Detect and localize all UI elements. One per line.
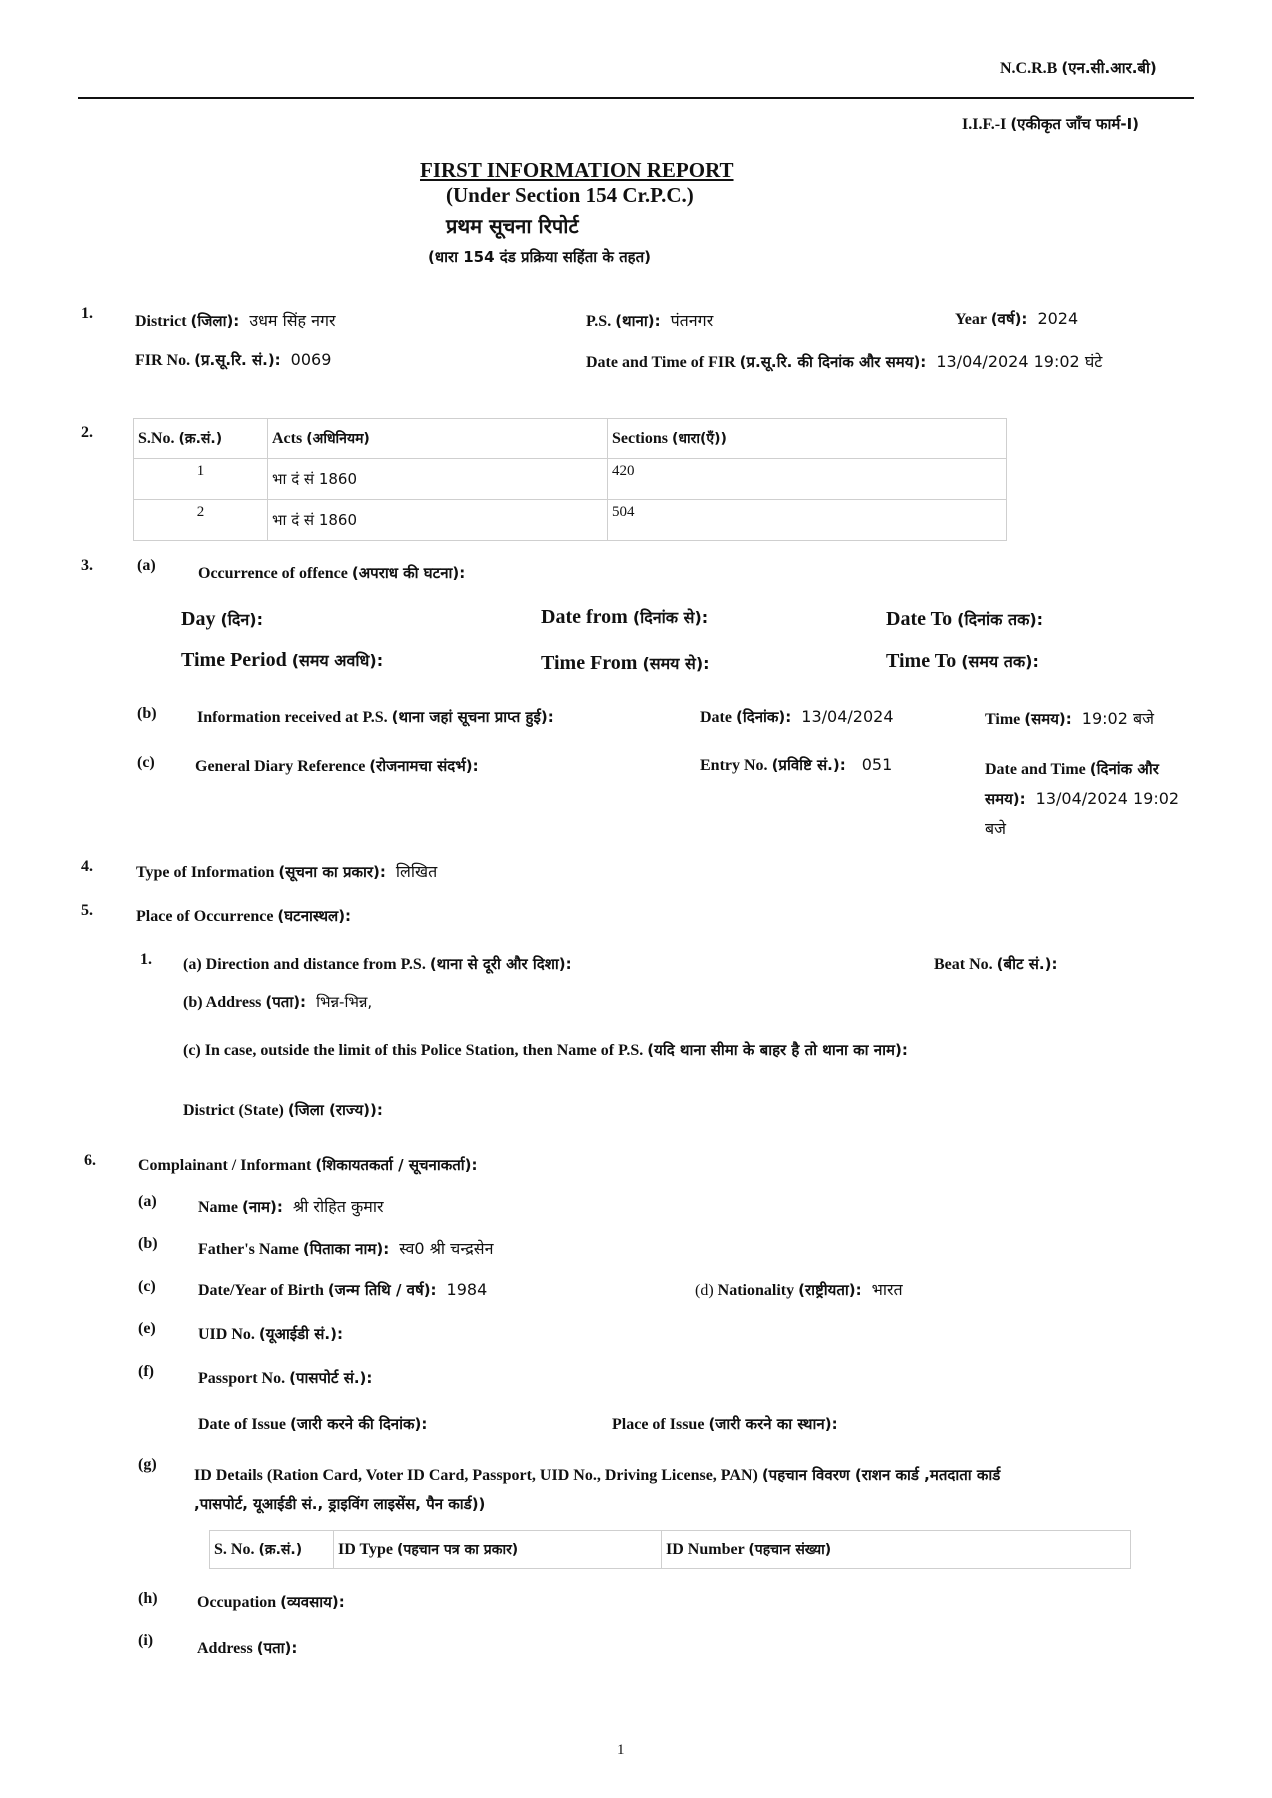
header-acts: Acts (अधिनियम) [268, 419, 608, 459]
section-6a-marker: (a) [138, 1193, 157, 1210]
district-label-hi: (जिला): [190, 312, 240, 330]
nationality-field: (d) Nationality (राष्ट्रीयता): भारत [695, 1280, 903, 1299]
fir-datetime-label-hi: (प्र.सू.रि. की दिनांक और समय): [739, 353, 927, 371]
fir-datetime-field [586, 350, 1102, 372]
fir-no-value: 0069 [290, 350, 332, 369]
iif-header [962, 114, 1139, 134]
section-3a-marker: (a) [137, 557, 156, 574]
district-state-field: District (State) (जिला (राज्य)): [183, 1101, 383, 1119]
table-header-row [210, 1531, 1131, 1569]
row-section: 504 [608, 500, 1007, 541]
section-2-number: 2. [81, 424, 93, 441]
section-6c-marker: (c) [138, 1278, 156, 1295]
info-received-label: Information received at P.S. (थाना जहां सूचना प्राप्त हुई): [197, 708, 554, 726]
section-6b-marker: (b) [138, 1235, 158, 1252]
type-of-information-field: Type of Information (सूचना का प्रकार): लिखित [136, 862, 438, 881]
date-to-field: Date To (दिनांक तक): [886, 608, 1044, 630]
report-subtitle: (Under Section 154 Cr.P.C.) [446, 183, 694, 207]
occupation-field: Occupation (व्यवसाय): [197, 1593, 345, 1611]
table-header-row [134, 419, 1007, 459]
info-received-time: Time (समय): 19:02 बजे [985, 709, 1155, 728]
date-from-field: Date from (दिनांक से): [541, 606, 709, 628]
ps-label-hi: (थाना): [615, 312, 661, 330]
section-3c-marker: (c) [137, 754, 155, 771]
section-6e-marker: (e) [138, 1320, 156, 1337]
fir-no-label-hi: (प्र.सू.रि. सं.): [194, 351, 281, 369]
fir-datetime-label: Date and Time of FIR [586, 354, 736, 371]
district-label: District [135, 313, 187, 330]
section-6f-marker: (f) [138, 1363, 154, 1380]
ncrb-header [1000, 58, 1157, 78]
header-id-type: ID Type (पहचान पत्र का प्रकार) [334, 1531, 662, 1569]
section-6g-marker: (g) [138, 1456, 157, 1473]
row-sno: 2 [134, 500, 268, 541]
row-sno: 1 [134, 459, 268, 500]
report-title: FIRST INFORMATION REPORT [420, 158, 734, 182]
time-from-field: Time From (समय से): [541, 652, 710, 674]
section-4-number: 4. [81, 858, 93, 875]
time-period-field: Time Period (समय अवधि): [181, 649, 384, 671]
issue-date-field: Date of Issue (जारी करने की दिनांक): [198, 1415, 428, 1433]
header-divider [78, 97, 1194, 99]
year-value: 2024 [1037, 309, 1079, 328]
table-row [134, 500, 1007, 541]
place-item-number: 1. [140, 951, 152, 968]
header-id-sno: S. No. (क्र.सं.) [210, 1531, 334, 1569]
section-6h-marker: (h) [138, 1590, 158, 1607]
row-act: भा दं सं 1860 [268, 500, 608, 541]
iif-hi: (एकीकृत जाँच फार्म-I) [1010, 115, 1140, 133]
time-to-field: Time To (समय तक): [886, 650, 1039, 672]
gd-datetime: Date and Time (दिनांक और समय): 13/04/2024 19:02 बजे [985, 760, 1180, 838]
page-number: 1 [617, 1742, 625, 1758]
report-title-hindi: प्रथम सूचना रिपोर्ट [446, 214, 579, 238]
place-of-occurrence-label: Place of Occurrence (घटनास्थल): [136, 907, 352, 925]
header-sno: S.No. (क्र.सं.) [134, 419, 268, 459]
table-row [134, 459, 1007, 500]
issue-place-field: Place of Issue (जारी करने का स्थान): [612, 1415, 838, 1433]
occurrence-label: Occurrence of offence (अपराध की घटना): [198, 564, 466, 582]
row-section: 420 [608, 459, 1007, 500]
year-field [955, 309, 1078, 329]
info-received-date: Date (दिनांक): 13/04/2024 [700, 707, 894, 726]
year-label-hi: (वर्ष): [990, 310, 1028, 328]
uid-no-field: UID No. (यूआईडी सं.): [198, 1325, 343, 1343]
ps-value: पंतनगर [670, 311, 714, 330]
year-label: Year [955, 311, 987, 328]
day-field: Day (दिन): [181, 608, 263, 630]
ps-label: P.S. [586, 313, 612, 330]
ncrb-en: N.C.R.B [1000, 60, 1058, 77]
place-address-field: (b) Address (पता): भिन्न-भिन्न, [183, 993, 373, 1011]
report-subtitle-hindi: (धारा 154 दंड प्रक्रिया सहिंता के तहत) [428, 248, 652, 266]
district-value: उधम सिंह नगर [249, 311, 336, 330]
ncrb-hi: (एन.सी.आर.बी) [1061, 59, 1157, 77]
id-details-label: ID Details (Ration Card, Voter ID Card, Passport, UID No., Driving License, PAN) (पहचान विवरण (राशन कार्ड ,मतदाता कार्ड ,पासपोर्ट, यूआईडी सं., ड्राइविंग लाइसेंस, पैन कार्ड)) [194, 1466, 1001, 1513]
beat-no-field: Beat No. (बीट सं.): [934, 955, 1058, 973]
section-6i-marker: (i) [138, 1632, 154, 1649]
gd-reference-label: General Diary Reference (रोजनामचा संदर्भ): [195, 757, 479, 775]
fir-datetime-value: 13/04/2024 19:02 घंटे [936, 352, 1103, 371]
district-field [135, 309, 336, 331]
complainant-label: Complainant / Informant (शिकायतकर्ता / सूचनाकर्ता): [138, 1156, 478, 1174]
outside-ps-field: (c) In case, outside the limit of this Police Station, then Name of P.S. (यदि थाना सीमा के बाहर है तो थाना का नाम): [183, 1041, 908, 1059]
section-3b-marker: (b) [137, 705, 157, 722]
section-3-number: 3. [81, 557, 93, 574]
direction-distance-field: (a) Direction and distance from P.S. (थाना से दूरी और दिशा): [183, 955, 572, 973]
fir-no-field [135, 350, 331, 370]
birth-year-field: Date/Year of Birth (जन्म तिथि / वर्ष): 1984 [198, 1280, 488, 1299]
ps-field [586, 309, 713, 331]
row-act: भा दं सं 1860 [268, 459, 608, 500]
fir-no-label: FIR No. [135, 352, 191, 369]
section-6-number: 6. [84, 1152, 96, 1169]
section-1-number: 1. [81, 305, 93, 322]
acts-sections-table [133, 418, 1007, 541]
complainant-name-field: Name (नाम): श्री रोहित कुमार [198, 1197, 384, 1216]
passport-no-field: Passport No. (पासपोर्ट सं.): [198, 1369, 373, 1387]
header-id-number: ID Number (पहचान संख्या) [662, 1531, 1131, 1569]
header-sections: Sections (धारा(एँ)) [608, 419, 1007, 459]
father-name-field: Father's Name (पिताका नाम): स्व0 श्री चन्द्रसेन [198, 1239, 494, 1258]
complainant-address-field: Address (पता): [197, 1639, 298, 1657]
section-5-number: 5. [81, 902, 93, 919]
gd-entry-no: Entry No. (प्रविष्टि सं.): 051 [700, 755, 893, 774]
iif-en: I.I.F.-I [962, 116, 1007, 133]
id-details-table [209, 1530, 1131, 1569]
